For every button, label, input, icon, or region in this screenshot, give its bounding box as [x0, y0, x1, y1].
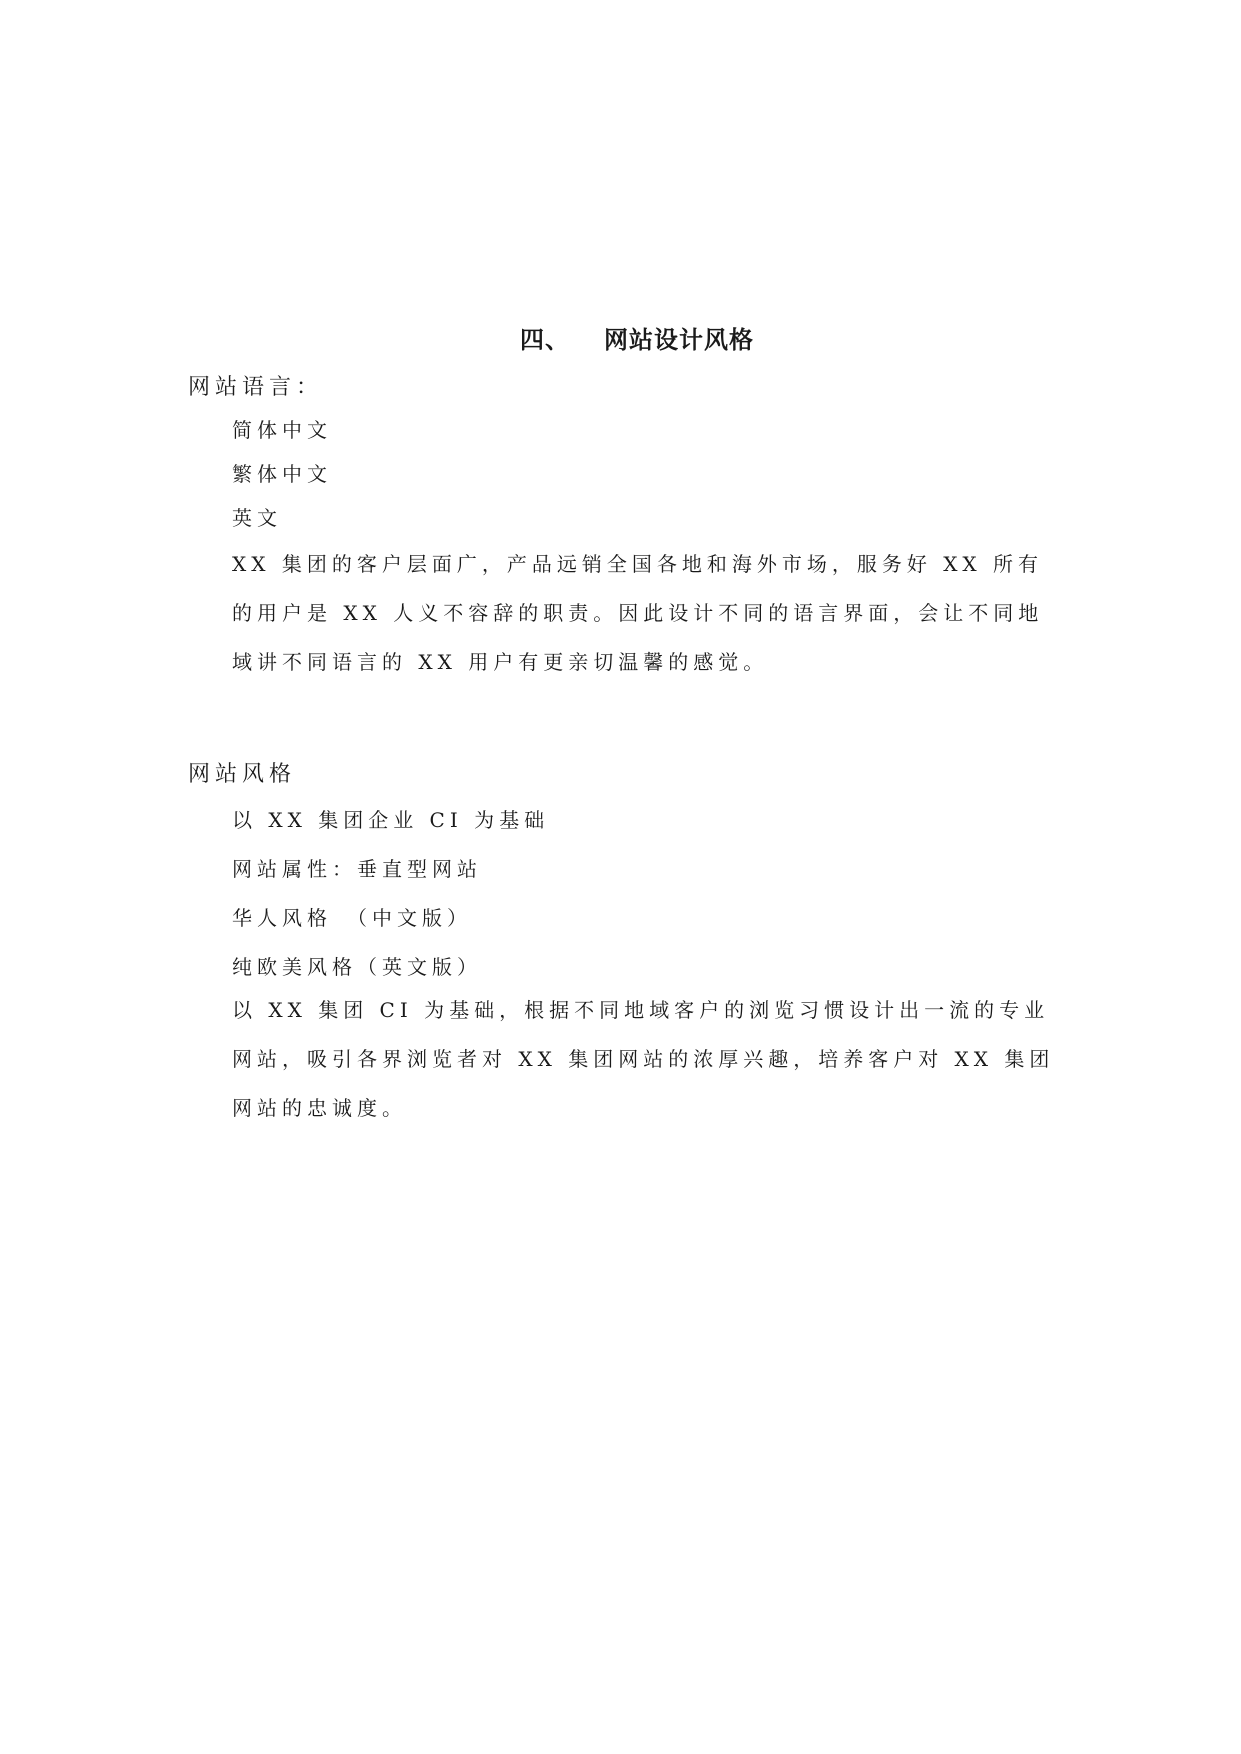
paragraph-line: 的用户是 XX 人义不容辞的职责。因此设计不同的语言界面，会让不同地: [232, 601, 1044, 625]
paragraph-line: 网站，吸引各界浏览者对 XX 集团网站的浓厚兴趣，培养客户对 XX 集团: [232, 1047, 1055, 1071]
language-item-traditional: 繁体中文: [232, 462, 332, 486]
paragraph-line: 网站的忠诚度。: [232, 1096, 407, 1120]
style-item-western: 纯欧美风格（英文版）: [232, 955, 482, 979]
languages-paragraph: [232, 540, 1052, 687]
paragraph-line: 域讲不同语言的 XX 用户有更亲切温馨的感觉。: [232, 650, 769, 674]
style-item-ci: 以 XX 集团企业 CI 为基础: [232, 808, 550, 832]
section-title: [520, 320, 754, 355]
style-heading: 网站风格: [188, 762, 297, 787]
languages-heading: 网站语言：: [188, 375, 324, 400]
style-paragraph: [232, 986, 1055, 1133]
language-item-simplified: 简体中文: [232, 418, 332, 442]
style-item-chinese: 华人风格 （中文版）: [232, 906, 472, 930]
section-number: 四、: [520, 326, 570, 354]
style-item-attribute: 网站属性：垂直型网站: [232, 857, 482, 881]
section-title-text: 网站设计风格: [604, 326, 754, 354]
paragraph-line: XX 集团的客户层面广，产品远销全国各地和海外市场，服务好 XX 所有: [232, 552, 1044, 576]
language-item-english: 英文: [232, 506, 282, 530]
paragraph-line: 以 XX 集团 CI 为基础，根据不同地域客户的浏览习惯设计出一流的专业: [232, 998, 1050, 1022]
